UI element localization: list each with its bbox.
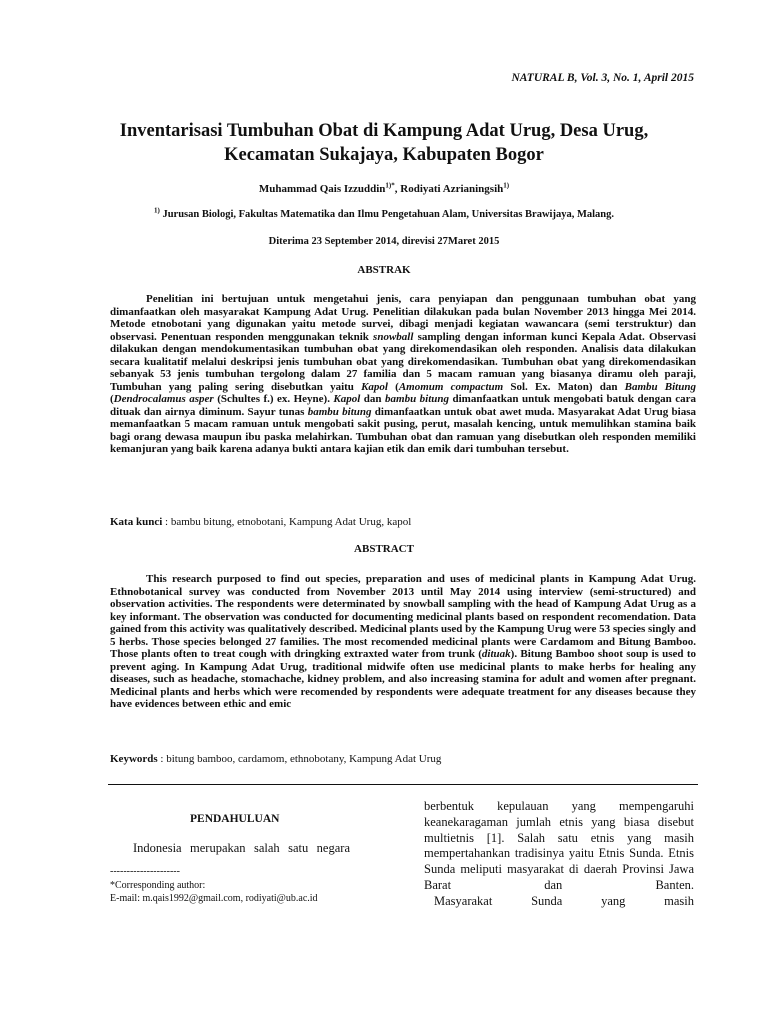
footnote-separator: --------------------- <box>110 866 180 877</box>
affiliation-text: Jurusan Biologi, Fakultas Matematika dan Ilmu Pengetahuan Alam, Universitas Brawijaya, Malang. <box>159 209 614 220</box>
keywords-text: : bitung bamboo, cardamom, ethnobotany, Kampung Adat Urug <box>157 753 442 765</box>
abstrak-body <box>110 293 696 456</box>
pendahuluan-left-text: Indonesia merupakan salah satu negara <box>133 841 350 855</box>
pendahuluan-right-column <box>424 799 694 910</box>
kata-kunci-label: Kata kunci <box>110 516 163 528</box>
footnote-corresponding: *Corresponding author: <box>110 880 206 891</box>
author-name: Muhammad Qais Izzuddin <box>258 183 386 195</box>
abstrak-italic: Kapol <box>361 380 388 393</box>
abstrak-heading: ABSTRAK <box>357 264 411 276</box>
abstrak-text: dimanfaatkan untuk mengobati batuk dengan cara dituak dan airnya diminum. Sayur tunas <box>110 393 697 418</box>
author-mark: 1) <box>503 181 510 190</box>
pendahuluan-heading: PENDAHULUAN <box>190 813 280 825</box>
kata-kunci-text: : bambu bitung, etnobotani, Kampung Adat Urug, kapol <box>162 516 412 528</box>
abstrak-italic: Bambu Bitung <box>624 380 696 393</box>
affiliation-mark: 1) <box>154 206 160 215</box>
abstract-heading: ABSTRACT <box>354 543 414 555</box>
abstrak-text: dimanfaatkan untuk obat awet muda. Masyarakat Adat Urug biasa memanfaatkan 5 macam ramuan untuk mengobati sakit pusing, perut, masalah kencing, untuk memulihkan stamina baik bagi orang dewasa maupun ibu paska melahirkan. Tumbuhan obat dan ramuan yang disebutkan oleh responden memiliki kemanjuran yang baik karena adanya bukti antara kajian etik dan emik dari tumbuhan tersebut. <box>110 405 696 455</box>
author-list <box>100 183 668 195</box>
author-mark: 1)* <box>385 181 395 190</box>
abstract-text: ). Bitung Bamboo shoot soup is used to prevent aging. In Kampung Adat Urug, traditional midwife often use medicinal plants to make herbs for healing any diseases, such as headache, stomachache, kidney problem, and also increasing stamina for adult and women after pregnant. Medicinal plants and herbs which were recomended by respondents were adequate treatment for any diseases because they have evidences between ethic and emic <box>110 648 696 710</box>
abstrak-text: ( <box>388 380 399 393</box>
paper-title: Inventarisasi Tumbuhan Obat di Kampung Adat Urug, Desa Urug, Kecamatan Sukajaya, Kabupaten Bogor <box>119 121 649 165</box>
abstract-italic: dituak <box>481 648 511 660</box>
author-separator: , <box>394 183 401 195</box>
abstrak-italic: Amomum compactum <box>398 380 504 393</box>
pendahuluan-paragraph: Masyarakat Sunda yang masih <box>434 893 694 908</box>
abstrak-text: (Schultes f.) ex. Heyne). <box>213 393 334 405</box>
footnote-email: E-mail: m.qais1992@gmail.com, rodiyati@ub.ac.id <box>110 893 318 904</box>
journal-header: NATURAL B, Vol. 3, No. 1, April 2015 <box>511 72 694 84</box>
section-divider <box>108 784 698 785</box>
abstrak-text: Sol. Ex. Maton) dan <box>503 380 625 393</box>
footnote <box>110 879 318 905</box>
received-dates: Diterima 23 September 2014, direvisi 27Maret 2015 <box>268 236 500 247</box>
abstract-text: This research purposed to find out species, preparation and uses of medicinal plants in Kampung Adat Urug. Ethnobotanical survey was conducted from November 2013 until May 2014 using interview (semi-structured) and observation activities. The respondents were determinated by snowball sampling with the head of Kampung Adat Urug as a key informant. The observation was conducted for documenting medicinal plants based on respondent recomendation. Data gained from this activity was qualitatively described. Medicinal plants used by the Kampung Urug were 53 species singly and 5 herbs. Those species belonged 27 families. The most recomended medicinal plants were Cardamom and Bitung Bamboo. Those plants often to treat cough with dringking extraxted water from trunk ( <box>110 573 696 660</box>
keywords-label: Keywords <box>110 753 158 765</box>
pendahuluan-paragraph: berbentuk kepulauan yang mempengaruhi keanekaragaman jumlah etnis yang biasa disebut multietnis [1]. Salah satu etnis yang masih mempertahankan tradisinya yaitu Etnis Sunda. Etnis Sunda meliputi masyarakat di daerah Provinsi Jawa Barat dan Banten. <box>424 799 694 892</box>
abstrak-italic: snowball <box>373 330 414 343</box>
abstrak-italic: Kapol <box>333 393 361 405</box>
abstrak-text: dan <box>360 393 386 405</box>
abstrak-italic: Dendrocalamus asper <box>113 393 214 405</box>
abstrak-text: Penelitian ini bertujuan untuk mengetahui jenis, cara penyiapan dan penggunaan tumbuhan obat yang dimanfaatkan oleh masyarakat Kampung Adat Urug. Penelitian dilakukan pada bulan November 2013 hingga Mei 2014. Metode etnobotani yang digunakan yaitu metode survei, dibagi menjadi kegiatan wawancara (semi terstruktur) dan observasi. Penentuan responden menggunakan teknik <box>110 293 696 343</box>
keywords <box>110 753 696 766</box>
abstrak-text: sampling dengan informan kunci Kepala Adat. Observasi dilakukan dengan mendokumentasikan tumbuhan obat yang direkomendasikan oleh responden. Analisis data dilakukan secara kualitatif melalui deskripsi jenis tumbuhan obat yang direkomendasikan. Tumbuhan obat yang direkomendasikan sebanyak 53 jenis tumbuhan tergolong dalam 27 familia dan 5 macam ramuan yang biasanya diramu oleh paraji, Tumbuhan yang paling sering disebutkan yaitu <box>110 330 697 393</box>
abstrak-italic: bambu bitung <box>385 393 450 405</box>
abstract-body <box>110 573 696 711</box>
abstrak-text: ( <box>110 393 114 405</box>
abstrak-italic: bambu bitung <box>307 405 372 418</box>
kata-kunci <box>110 516 696 529</box>
author-name: Rodiyati Azrianingsih <box>400 183 504 195</box>
affiliation <box>100 206 668 220</box>
